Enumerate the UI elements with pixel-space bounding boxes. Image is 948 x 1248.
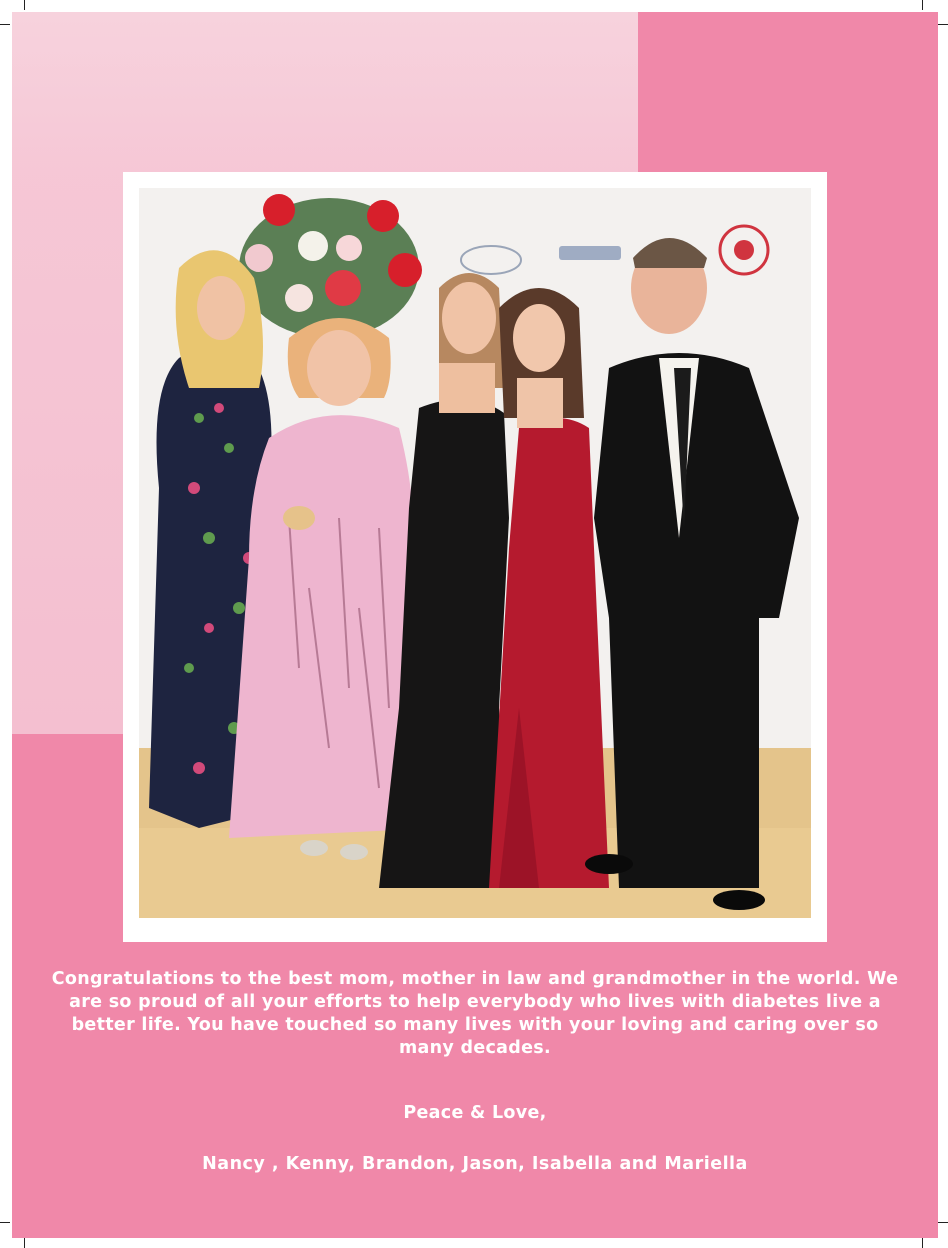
crop-mark-right-top bbox=[938, 24, 948, 25]
family-photo bbox=[139, 188, 811, 918]
family-photo-illustration bbox=[139, 188, 811, 918]
crop-mark-right-bottom bbox=[938, 1222, 948, 1223]
crop-mark-bottom-right bbox=[922, 1238, 923, 1248]
crop-mark-top-left bbox=[24, 0, 25, 10]
tribute-card bbox=[12, 12, 938, 1238]
family-names: Nancy , Kenny, Brandon, Jason, Isabella and Mariella bbox=[202, 1154, 748, 1174]
crop-mark-left-bottom bbox=[0, 1222, 10, 1223]
dexcom-logo bbox=[559, 246, 621, 260]
photo-frame bbox=[123, 172, 827, 942]
crop-mark-bottom-left bbox=[24, 1238, 25, 1248]
signoff: Peace & Love, bbox=[403, 1103, 547, 1123]
tribute-message: Congratulations to the best mom, mother in law and grandmother in the world. We are so proud of all your efforts to help everybody who lives with diabetes live a better life. You have touched so many lives with your loving and caring over so many decades. bbox=[51, 969, 899, 1058]
crop-mark-top-right bbox=[922, 0, 923, 10]
crop-mark-left-top bbox=[0, 24, 10, 25]
